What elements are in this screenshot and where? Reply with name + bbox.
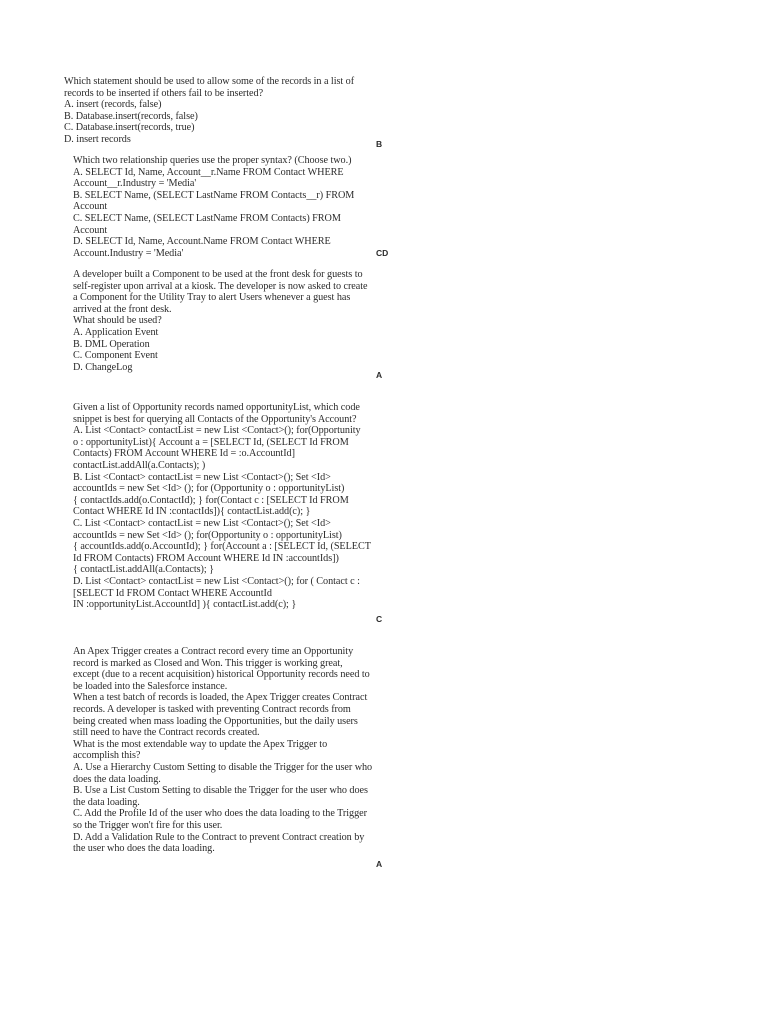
answer-2: CD <box>376 248 389 258</box>
answer-5: A <box>376 859 383 869</box>
question-4-option: Id FROM Contacts) FROM Account WHERE Id IN :accountIds]) <box>73 552 339 564</box>
question-5-option: B. Use a List Custom Setting to disable the Trigger for the user who does <box>73 785 368 797</box>
question-4-line: Given a list of Opportunity records named opportunityList, which code <box>73 402 360 413</box>
question-5-line: still need to have the Contract records created. <box>73 727 260 739</box>
question-2-option: B. SELECT Name, (SELECT LastName FROM Contacts__r) FROM <box>73 189 355 201</box>
question-4-option: Contacts) FROM Account WHERE Id = :o.AccountId] <box>73 448 295 460</box>
question-5-option: so the Trigger won't fire for this user. <box>73 819 223 831</box>
answer-1: B <box>376 139 383 149</box>
question-4-option: IN :opportunityList.AccountId] ){ contactList.add(c); } <box>73 599 297 611</box>
question-4-option: A. List <Contact> contactList = new List <Contact>(); for(Opportunity <box>73 425 361 437</box>
question-4-option: [SELECT Id FROM Contact WHERE AccountId <box>73 587 272 599</box>
question-5-line: except (due to a recent acquisition) historical Opportunity records need to <box>73 669 370 681</box>
question-4-option: contactList.addAll(a.Contacts); ) <box>73 459 206 471</box>
question-5-option: does the data loading. <box>73 773 161 785</box>
question-2-option: Account.Industry = 'Media' <box>73 247 184 259</box>
question-4-option: D. List <Contact> contactList = new List <Contact>(); for ( Contact c : <box>73 575 360 587</box>
question-3-line: self-register upon arrival at a kiosk. The developer is now asked to create <box>73 280 368 292</box>
question-2 <box>73 155 354 259</box>
question-2-option: Account__r.Industry = 'Media' <box>73 178 197 190</box>
question-3-option: B. DML Operation <box>73 338 150 350</box>
question-4-option: o : opportunityList){ Account a = [SELECT Id, (SELECT Id FROM <box>73 436 349 448</box>
question-2-line: Which two relationship queries use the proper syntax? (Choose two.) <box>73 155 352 166</box>
question-4-option: accountIds = new Set <Id> (); for(Opportunity o : opportunityList) <box>73 529 342 541</box>
question-3-option: A. Application Event <box>73 326 159 338</box>
question-4-option: B. List <Contact> contactList = new List <Contact>(); Set <Id> <box>73 471 331 483</box>
question-4-option: { contactList.addAll(a.Contacts); } <box>73 564 214 576</box>
question-1-option: B. Database.insert(records, false) <box>64 110 198 122</box>
question-4-line: snippet is best for querying all Contacts of the Opportunity's Account? <box>73 413 357 425</box>
question-3-line: a Component for the Utility Tray to alert Users whenever a guest has <box>73 292 351 304</box>
question-5-option: A. Use a Hierarchy Custom Setting to disable the Trigger for the user who <box>73 761 373 773</box>
answer-4: C <box>376 614 383 624</box>
question-1-line: records to be inserted if others fail to be inserted? <box>64 87 264 99</box>
question-4-option: { contactIds.add(o.ContactId); } for(Contact c : [SELECT Id FROM <box>73 494 349 506</box>
question-5-option: the data loading. <box>73 796 140 808</box>
question-5-option: the user who does the data loading. <box>73 843 215 855</box>
question-4-option: { accountIds.add(o.AccountId); } for(Account a : [SELECT Id, (SELECT <box>73 541 371 553</box>
question-3-option: C. Component Event <box>73 350 158 362</box>
question-5-line: accomplish this? <box>73 750 141 762</box>
question-3-line: arrived at the front desk. <box>73 303 172 315</box>
question-4-option: C. List <Contact> contactList = new List <Contact>(); Set <Id> <box>73 517 331 529</box>
question-1-option: C. Database.insert(records, true) <box>64 122 195 134</box>
question-5-line: being created when mass loading the Opportunities, but the daily users <box>73 715 358 727</box>
question-5-line: When a test batch of records is loaded, the Apex Trigger creates Contract <box>73 692 368 704</box>
question-2-option: A. SELECT Id, Name, Account__r.Name FROM Contact WHERE <box>73 166 344 178</box>
question-5 <box>73 646 372 855</box>
question-5-line: record is marked as Closed and Won. This trigger is working great, <box>73 657 343 669</box>
question-5-line: An Apex Trigger creates a Contract record every time an Opportunity <box>73 646 354 657</box>
question-5-option: D. Add a Validation Rule to the Contract to prevent Contract creation by <box>73 831 365 843</box>
question-1-option: A. insert (records, false) <box>64 99 162 111</box>
question-3 <box>73 269 368 373</box>
answer-3: A <box>376 370 383 380</box>
question-5-line: records. A developer is tasked with preventing Contract records from <box>73 703 351 715</box>
question-3-line: What should be used? <box>73 315 162 327</box>
question-4-option: accountIds = new Set <Id> (); for (Opportunity o : opportunityList) <box>73 483 345 495</box>
question-5-line: be loaded into the Salesforce instance. <box>73 680 228 692</box>
question-1 <box>64 76 354 146</box>
question-2-option: D. SELECT Id, Name, Account.Name FROM Contact WHERE <box>73 236 331 248</box>
question-2-option: Account <box>73 224 108 236</box>
question-1-option: D. insert records <box>64 133 131 145</box>
question-5-line: What is the most extendable way to update the Apex Trigger to <box>73 738 328 750</box>
question-5-option: C. Add the Profile Id of the user who does the data loading to the Trigger <box>73 808 367 820</box>
question-3-line: A developer built a Component to be used at the front desk for guests to <box>73 269 363 280</box>
question-4-option: Contact WHERE Id IN :contactIds]){ contactList.add(c); } <box>73 506 311 518</box>
question-2-option: C. SELECT Name, (SELECT LastName FROM Contacts) FROM <box>73 212 341 224</box>
question-4 <box>73 402 371 611</box>
question-3-option: D. ChangeLog <box>73 361 133 373</box>
question-1-line: Which statement should be used to allow some of the records in a list of <box>64 76 355 87</box>
question-2-option: Account <box>73 201 108 213</box>
